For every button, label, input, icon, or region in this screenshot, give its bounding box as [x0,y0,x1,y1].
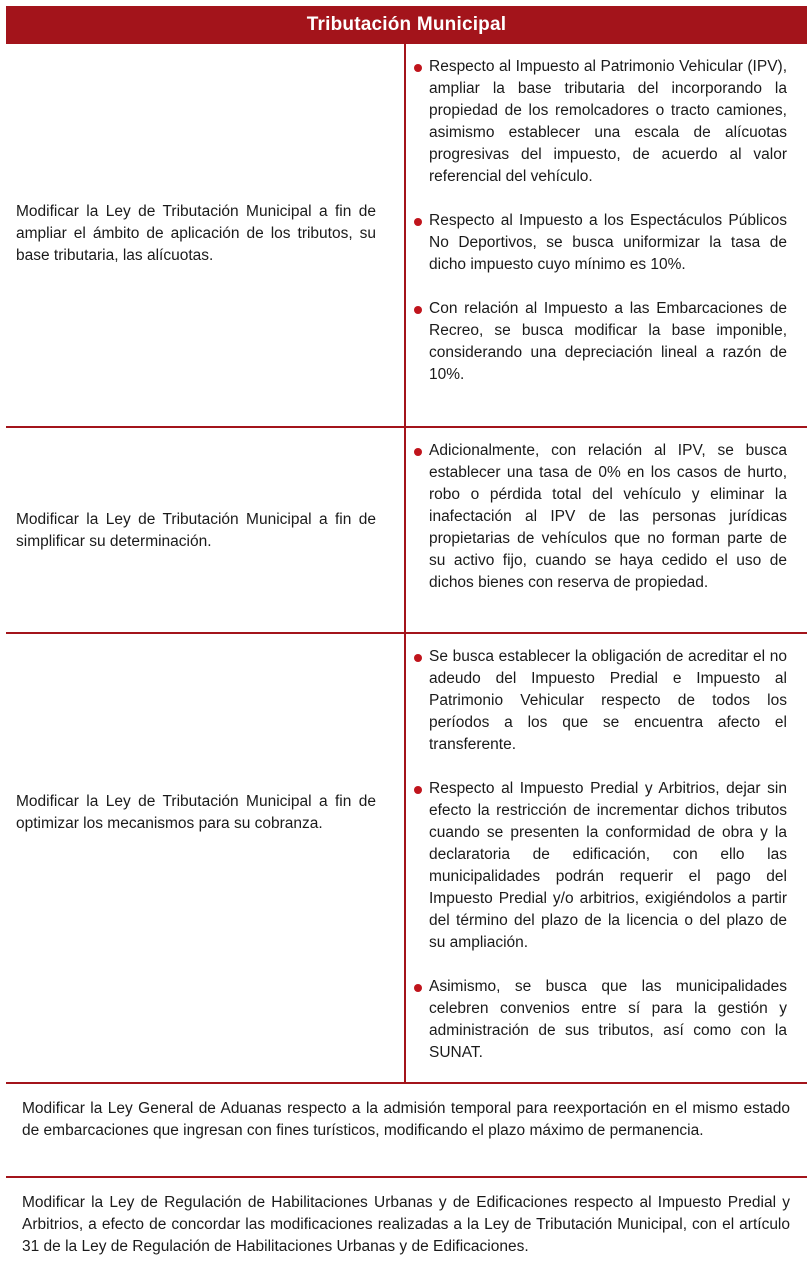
bullet-text: Asimismo, se busca que las municipalidades celebren convenios entre sí para la gestión y administración de sus tributos, así como con la SUNAT. [429,978,787,1061]
bullet-item [412,646,787,756]
bullet-dot-icon [414,306,422,314]
bullet-text: Adicionalmente, con relación al IPV, se busca establecer una tasa de 0% en los casos de hurto, robo o pérdida total del vehículo y eliminar la inafectación al IPV de las personas jurídicas propietarias de vehículos que no forman parte de su activo fijo, cuando se haya cedido el uso de dichos bienes con reserva de propiedad. [429,442,787,591]
bullet-item [412,298,787,386]
bullet-item [412,440,787,594]
bullet-item [412,56,787,188]
row-description: Modificar la Ley de Tributación Municipal a fin de ampliar el ámbito de aplicación de los tributos, su base tributaria, las alícuotas. [16,203,376,264]
table-header: Tributación Municipal [6,6,807,44]
row-description: Modificar la Ley de Tributación Municipal a fin de simplificar su determinación. [16,511,376,550]
bullet-dot-icon [414,218,422,226]
bullet-text: Con relación al Impuesto a las Embarcaciones de Recreo, se busca modificar la base imponible, considerando una depreciación lineal a razón de 10%. [429,300,787,383]
bullet-item [412,976,787,1064]
row-description: Modificar la Ley de Tributación Municipal a fin de optimizar los mecanismos para su cobranza. [16,793,376,832]
full-row-description: Modificar la Ley General de Aduanas respecto a la admisión temporal para reexportación en el mismo estado de embarcaciones que ingresan con fines turísticos, modificando el plazo máximo de permanencia. [22,1100,790,1139]
column-divider [404,44,406,426]
bullet-item [412,210,787,276]
bullet-text: Respecto al Impuesto Predial y Arbitrios, dejar sin efecto la restricción de incrementar dichos tributos cuando se presenten la conformidad de obra y la declaratoria de edificación, con ello las municipalidades podrán requerir el pago del Impuesto Predial y/o arbitrios, exigiéndolos a partir del término del plazo de la licencia o del plazo de su ampliación. [429,780,787,951]
row-measures [412,646,787,1064]
bullet-dot-icon [414,786,422,794]
bullet-dot-icon [414,654,422,662]
bullet-text: Respecto al Impuesto al Patrimonio Vehicular (IPV), ampliar la base tributaria del incorporando la propiedad de los remolcadores o tracto camiones, asimismo establecer una escala de alícuotas progresivas del impuesto, de acuerdo al valor referencial del vehículo. [429,58,787,185]
bullet-dot-icon [414,64,422,72]
row-measures [412,56,787,386]
column-divider [404,428,406,632]
column-divider [404,634,406,1082]
row-separator [6,1082,807,1084]
bullet-item [412,778,787,954]
row-separator [6,632,807,634]
bullet-text: Respecto al Impuesto a los Espectáculos Públicos No Deportivos, se busca uniformizar la tasa de dicho impuesto cuyo mínimo es 10%. [429,212,787,273]
full-row-description: Modificar la Ley de Regulación de Habilitaciones Urbanas y de Edificaciones respecto al Impuesto Predial y Arbitrios, a efecto de concordar las modificaciones realizadas a la Ley de Tributación Municipal, con el artículo 31 de la Ley de Regulación de Habilitaciones Urbanas y de Edificaciones. [22,1194,790,1255]
bullet-dot-icon [414,448,422,456]
row-separator [6,426,807,428]
bullet-dot-icon [414,984,422,992]
row-separator [6,1176,807,1178]
row-measures [412,440,787,594]
bullet-text: Se busca establecer la obligación de acreditar el no adeudo del Impuesto Predial e Impuesto al Patrimonio Vehicular respecto de todos los períodos a los que se encuentra afecto el transferente. [429,648,787,753]
